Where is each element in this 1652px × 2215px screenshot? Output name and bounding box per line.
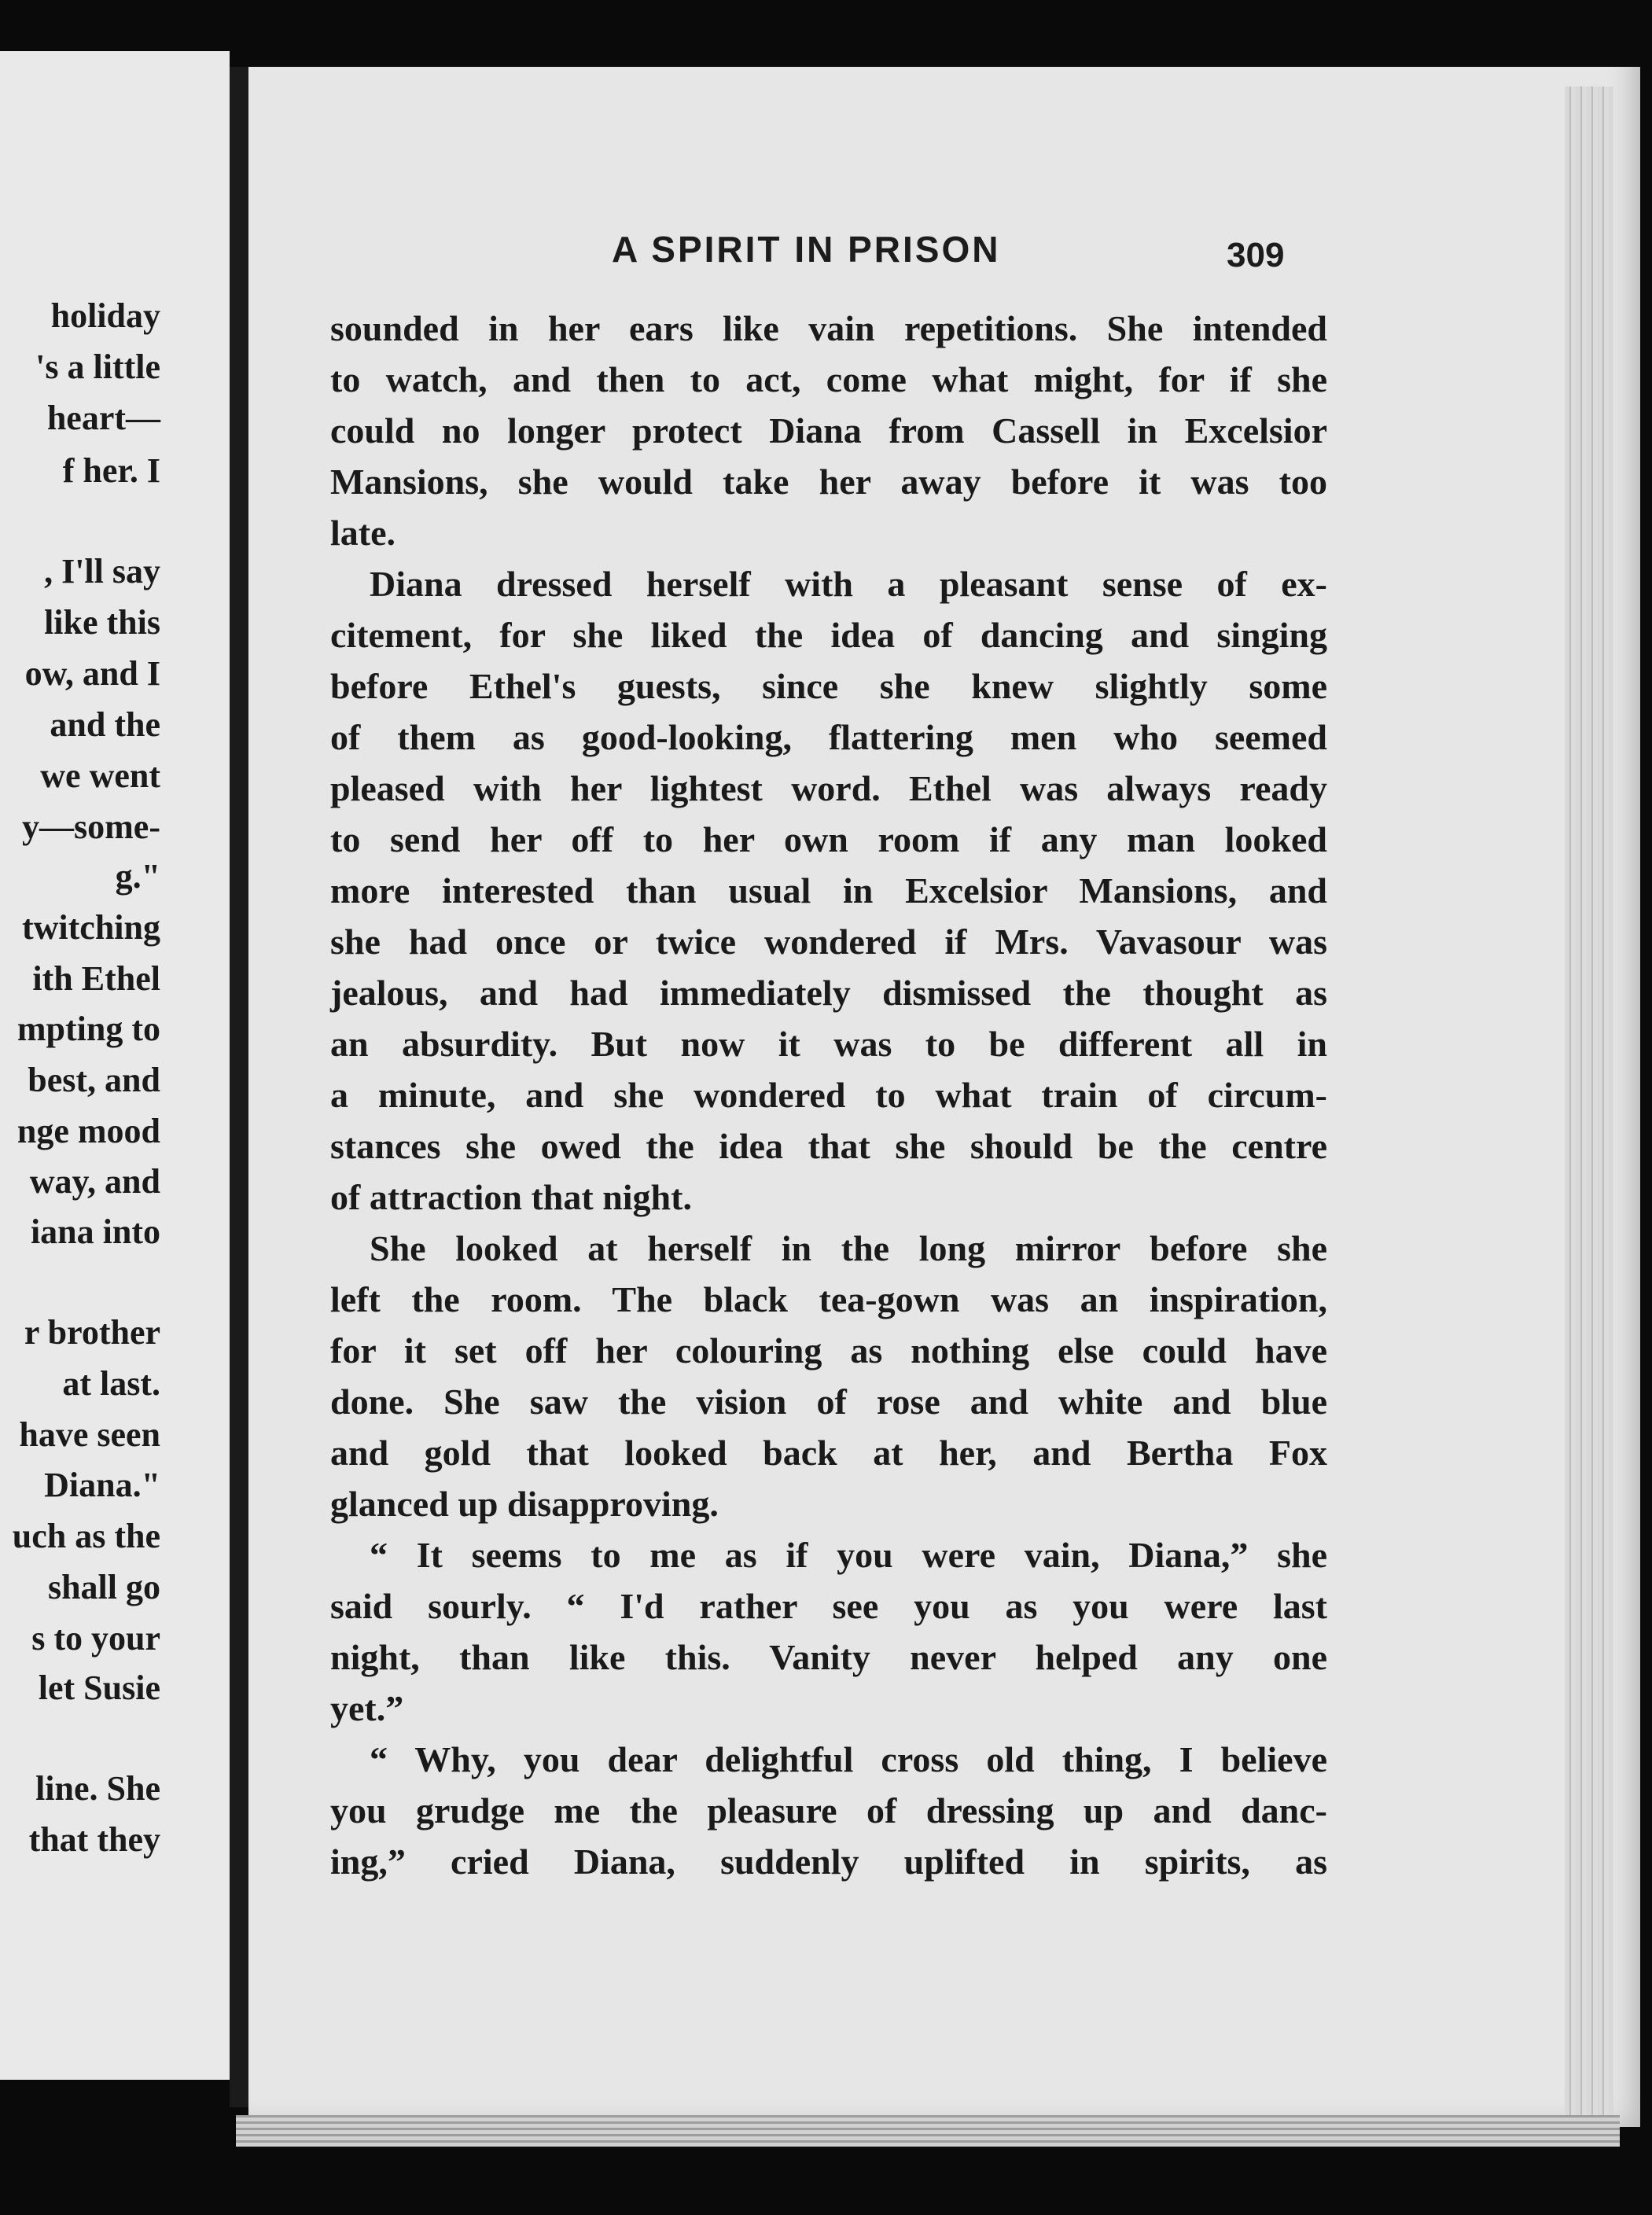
text-line: before Ethel's guests, since she knew slightly some (330, 666, 1327, 706)
text-line: to send her off to her own room if any man looked (330, 819, 1327, 859)
left-page-line: holiday (50, 296, 160, 335)
text-line: stances she owed the idea that she should be the centre (330, 1126, 1327, 1166)
left-page-line: heart— (46, 399, 160, 437)
text-line: more interested than usual in Excelsior Mansions, and (330, 870, 1327, 911)
left-page-line: Diana." (44, 1466, 160, 1504)
text-line: said sourly. “ I'd rather see you as you were last (330, 1586, 1327, 1626)
left-page-line: , I'll say (44, 552, 160, 591)
left-page-line: s to your (31, 1619, 160, 1658)
text-line: glanced up disapproving. (330, 1484, 719, 1524)
left-page-line: way, and (29, 1162, 160, 1201)
text-line: of them as good-looking, flattering men who seemed (330, 717, 1327, 757)
book-gutter (230, 67, 248, 2107)
left-page-line: nge mood (17, 1112, 160, 1150)
left-page-line: 's a little (35, 348, 160, 386)
left-page-line: we went (40, 756, 160, 795)
left-page-line: ith Ethel (32, 959, 160, 998)
page-bottom-edge (236, 2115, 1620, 2147)
left-page-line: uch as the (12, 1517, 160, 1555)
left-page-line: like this (44, 603, 160, 642)
page-edge (1565, 86, 1613, 2131)
text-line: of attraction that night. (330, 1177, 692, 1217)
text-line: done. She saw the vision of rose and white and blue (330, 1382, 1327, 1422)
left-page-line: at last. (62, 1364, 160, 1403)
text-line: jealous, and had immediately dismissed the thought as (330, 973, 1327, 1013)
left-page-line: mpting to (17, 1010, 160, 1048)
left-page-line: have seen (19, 1415, 160, 1454)
left-facing-page (0, 51, 230, 2080)
text-line: for it set off her colouring as nothing else could have (330, 1330, 1327, 1371)
text-line: Diana dressed herself with a pleasant sense of ex- (370, 564, 1327, 604)
text-line: She looked at herself in the long mirror before she (370, 1228, 1327, 1268)
text-line: you grudge me the pleasure of dressing up and danc- (330, 1790, 1327, 1831)
text-line: to watch, and then to act, come what might, for if she (330, 359, 1327, 399)
left-page-line: g." (115, 857, 160, 896)
text-line: late. (330, 513, 396, 553)
text-line: she had once or twice wondered if Mrs. Vavasour was (330, 922, 1327, 962)
text-line: night, than like this. Vanity never helped any one (330, 1637, 1327, 1677)
left-page-line: ow, and I (24, 654, 160, 693)
left-page-line: that they (28, 1820, 160, 1859)
text-line: ing,” cried Diana, suddenly uplifted in spirits, as (330, 1842, 1327, 1882)
text-line: left the room. The black tea-gown was an inspiration, (330, 1279, 1327, 1319)
left-page-line: twitching (22, 908, 160, 947)
text-line: sounded in her ears like vain repetitions. She intended (330, 308, 1327, 348)
page-number: 309 (1227, 236, 1285, 274)
text-line: Mansions, she would take her away before it was too (330, 462, 1327, 502)
text-line: a minute, and she wondered to what train of circum- (330, 1075, 1327, 1115)
text-line: yet.” (330, 1688, 404, 1728)
left-page-line: shall go (47, 1568, 160, 1606)
left-page-line: f her. I (62, 451, 160, 490)
left-page-line: best, and (28, 1061, 160, 1099)
left-page-line: let Susie (38, 1669, 160, 1707)
text-line: “ It seems to me as if you were vain, Diana,” she (370, 1535, 1327, 1575)
text-line: and gold that looked back at her, and Bertha Fox (330, 1433, 1327, 1473)
left-page-line: iana into (30, 1212, 160, 1251)
text-line: citement, for she liked the idea of dancing and singing (330, 615, 1327, 655)
left-page-line: y—some- (22, 808, 160, 846)
text-line: an absurdity. But now it was to be different all in (330, 1024, 1327, 1064)
text-line: “ Why, you dear delightful cross old thing, I believe (370, 1739, 1327, 1779)
left-page-line: line. She (35, 1769, 160, 1808)
left-page-line: r brother (24, 1313, 160, 1352)
left-page-line: and the (50, 705, 160, 744)
running-head: A SPIRIT IN PRISON (612, 229, 1001, 270)
text-line: could no longer protect Diana from Cassell in Excelsior (330, 410, 1327, 451)
text-line: pleased with her lightest word. Ethel was always ready (330, 768, 1327, 808)
